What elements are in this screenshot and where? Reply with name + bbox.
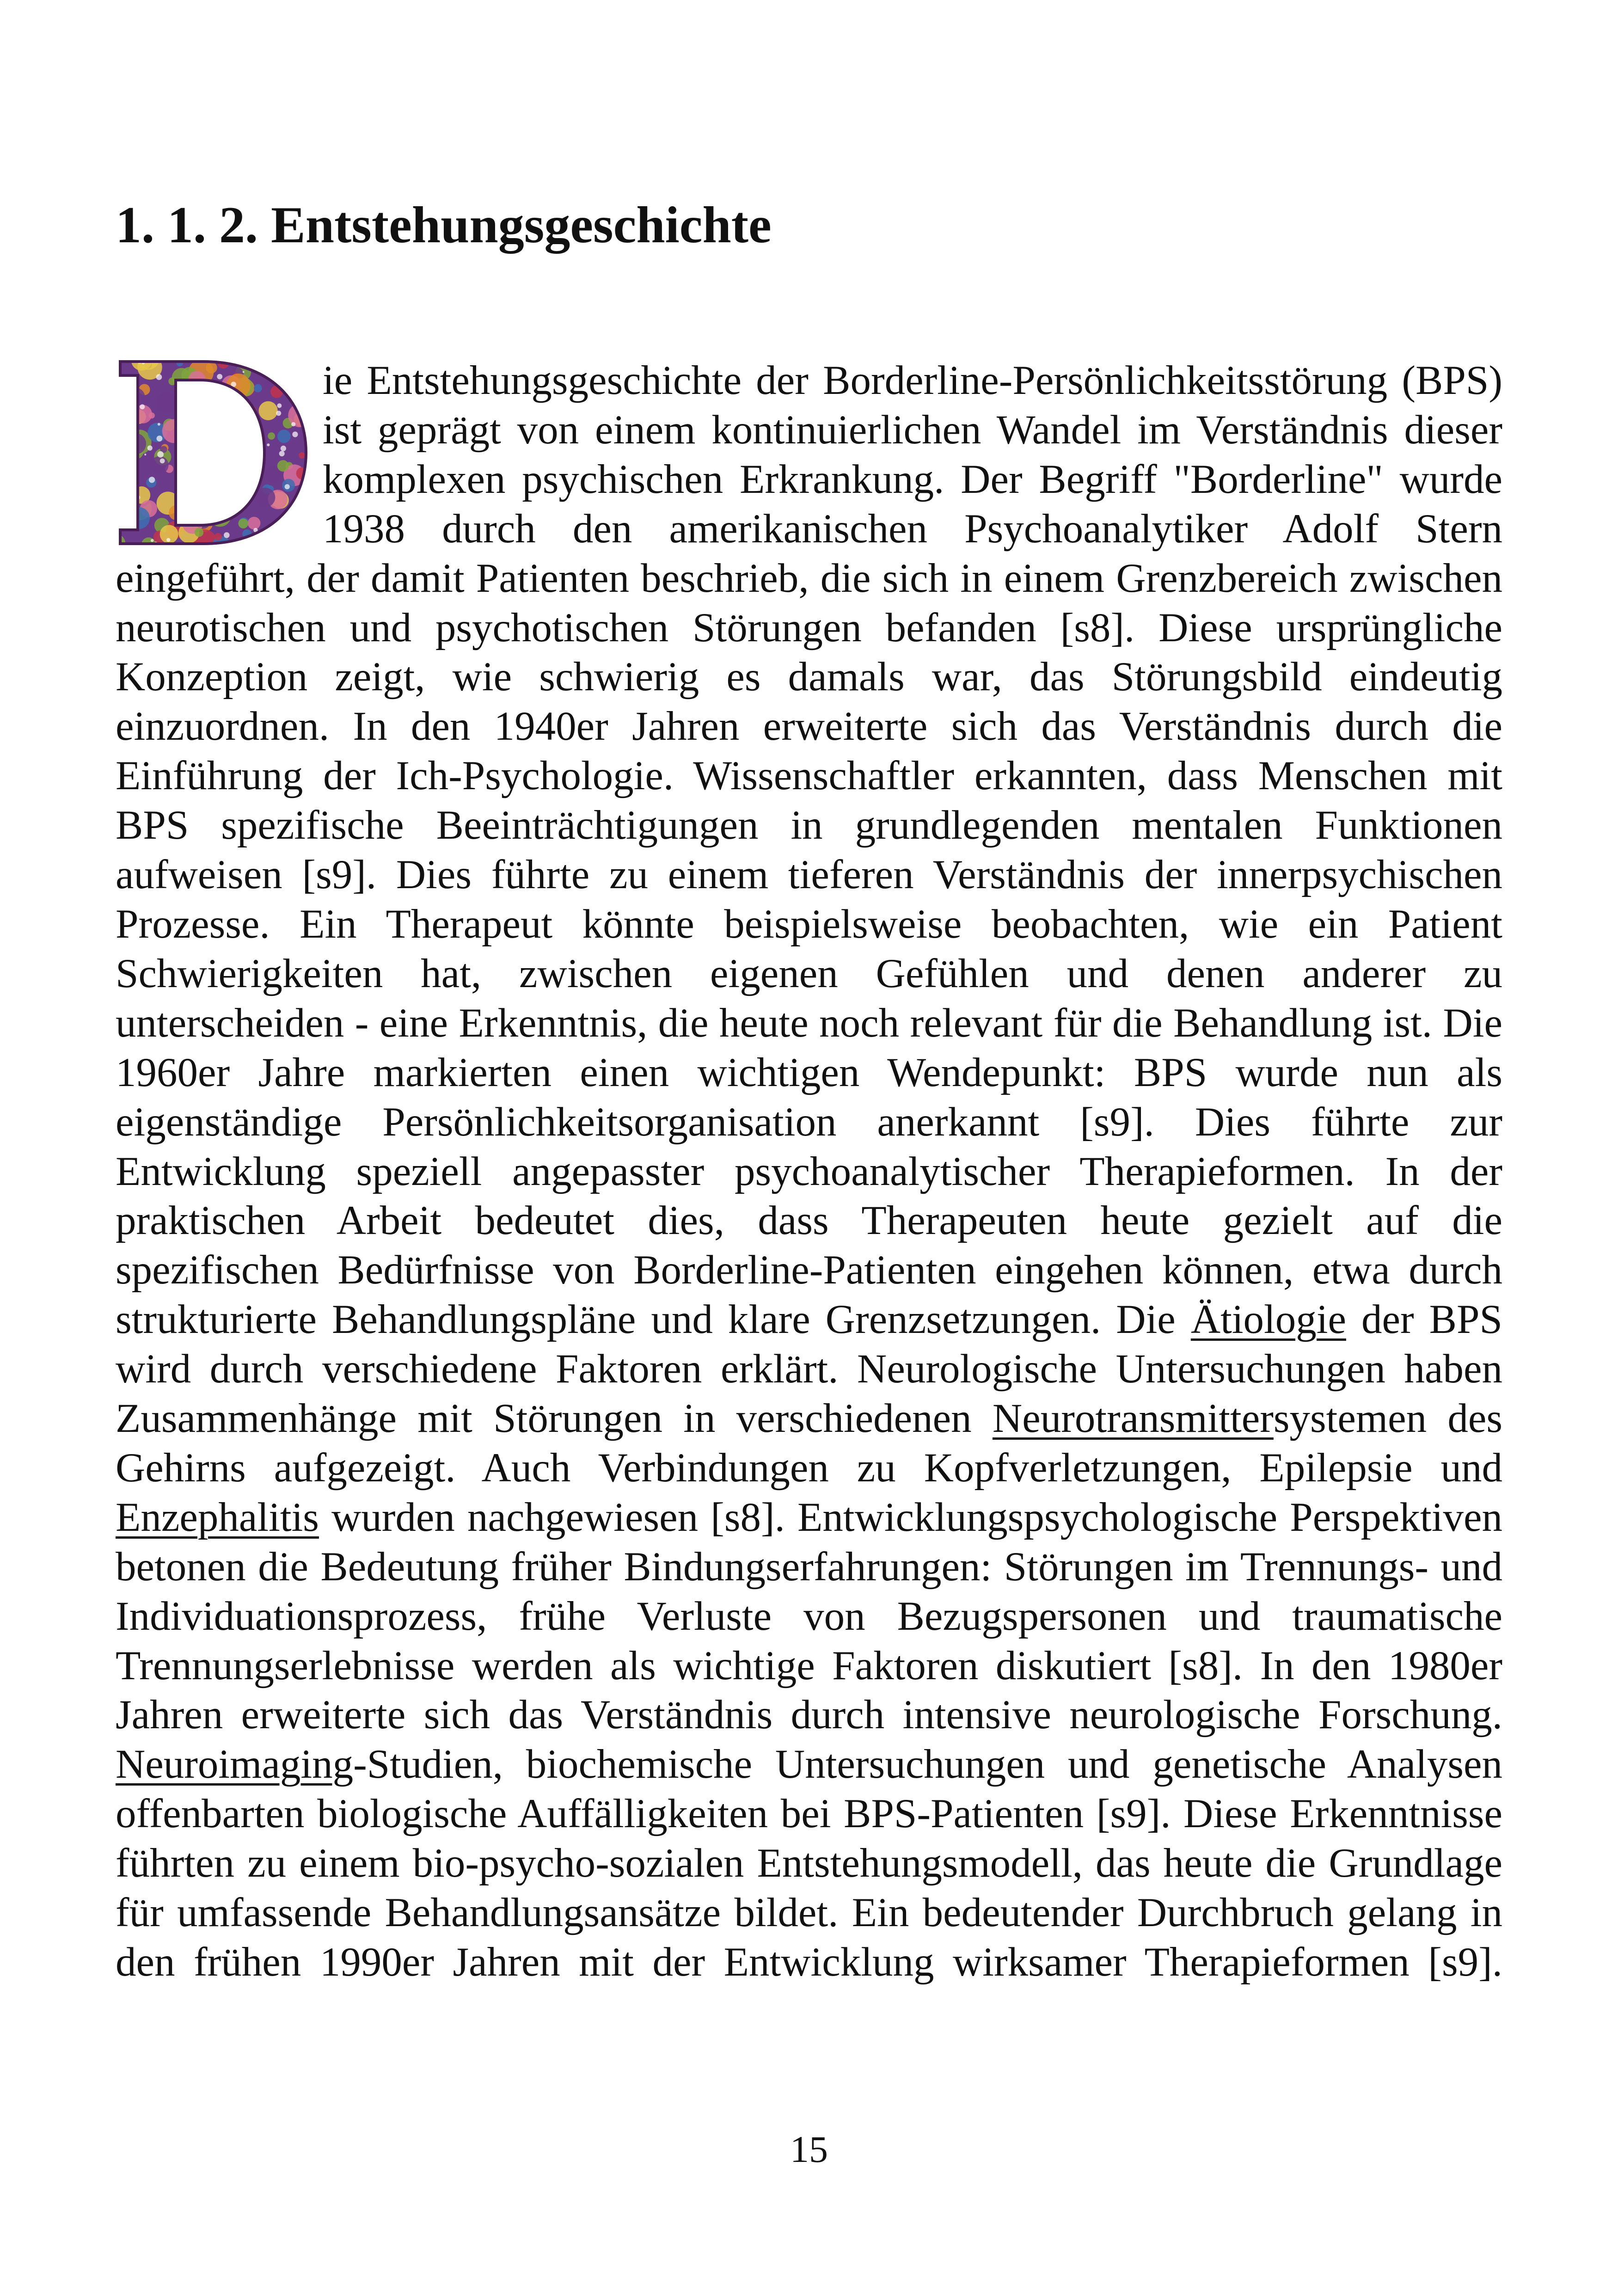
link-neurotransmitter[interactable]: Neurotransmitter bbox=[992, 1396, 1274, 1442]
paragraph-text-4: wurden nachgewiesen [s8]. Entwicklungspsychologische Perspektiven betonen die Bedeutung früher Bindungserfahrungen: Störungen im Trennungs- und Individuationsprozess, frühe Verluste von Bezugspersonen und traumatische Trennungserlebnisse werden als wichtige Faktoren diskutiert [s8]. In den 1980er Jahren erweiterte sich das Verständnis durch intensive neurologische Forschung. bbox=[116, 1494, 1502, 1738]
page-number: 15 bbox=[790, 2128, 828, 2170]
section-heading: 1. 1. 2. Entstehungsgeschichte bbox=[116, 196, 772, 254]
paragraph-text-1: ie Entstehungsgeschichte der Borderline-Persönlichkeitsstörung (BPS) ist geprägt von einem kontinuierlichen Wandel im Verständnis dieser komplexen psychischen Erkrankung. Der Begriff "Borderline" wurde 1938 durch den amerikanischen Psychoanalytiker Adolf Stern eingeführt, der damit Patienten beschrieb, die sich in einem Grenzbereich zwischen neurotischen und psychotischen Störungen befanden [s8]. Diese ursprüngliche Konzeption zeigt, wie schwierig es damals war, das Störungsbild eindeutig einzuordnen. In den 1940er Jahren erweiterte sich das Verständnis durch die Einführung der Ich-Psychologie. Wissenschaftler erkannten, dass Menschen mit BPS spezifische Beeinträchtigungen in grundlegenden mentalen Funktionen aufweisen [s9]. Dies führte zu einem tieferen Verständnis der innerpsychischen Prozesse. Ein Therapeut könnte beispielsweise beobachten, wie ein Patient Schwierigkeiten hat, zwischen eigenen Gefühlen und denen anderer zu unterscheiden - eine Erkenntnis, die heute noch relevant für die Behandlung ist. Die 1960er Jahre markierten einen wichtigen Wendepunkt: BPS wurde nun als eigenständige Persönlichkeitsorganisation anerkannt [s9]. Dies führte zur Entwicklung speziell angepasster psychoanalytischer Therapieformen. In der praktischen Arbeit bedeutet dies, dass Therapeuten heute gezielt auf die spezifischen Bedürfnisse von Borderline-Patienten eingehen können, etwa durch strukturierte Behandlungspläne und klare Grenzsetzungen. Die bbox=[116, 358, 1502, 1343]
paragraph-text-3: systemen des Gehirns aufgezeigt. Auch Verbindungen zu Kopfverletzungen, Epilepsie und bbox=[116, 1396, 1502, 1491]
paragraph-text-5: -Studien, biochemische Untersuchungen und genetische Analysen offenbarten biologische Auffälligkeiten bei BPS-Patienten [s9]. Diese Erkenntnisse führten zu einem bio-psycho-sozialen Entstehungsmodell, das heute die Grundlage für umfassende Behandlungsansätze bildet. Ein bedeutender Durchbruch gelang in den frühen 1990er Jahren mit der Entwicklung wirksamer Therapieformen [s9]. bbox=[116, 1742, 1502, 1985]
paragraph-text-2: der BPS wird durch verschiedene Faktoren erklärt. Neurologische Untersuchungen haben Zusammenhänge mit Störungen in verschiedenen bbox=[116, 1297, 1502, 1442]
link-enzephalitis[interactable]: Enzephalitis bbox=[116, 1494, 319, 1540]
ornamental-drop-cap-icon bbox=[116, 358, 310, 547]
link-neuroimaging[interactable]: Neuroimaging bbox=[116, 1742, 354, 1787]
body-paragraph bbox=[116, 356, 1502, 1987]
link-aetiologie[interactable]: Ätiologie bbox=[1190, 1297, 1346, 1343]
